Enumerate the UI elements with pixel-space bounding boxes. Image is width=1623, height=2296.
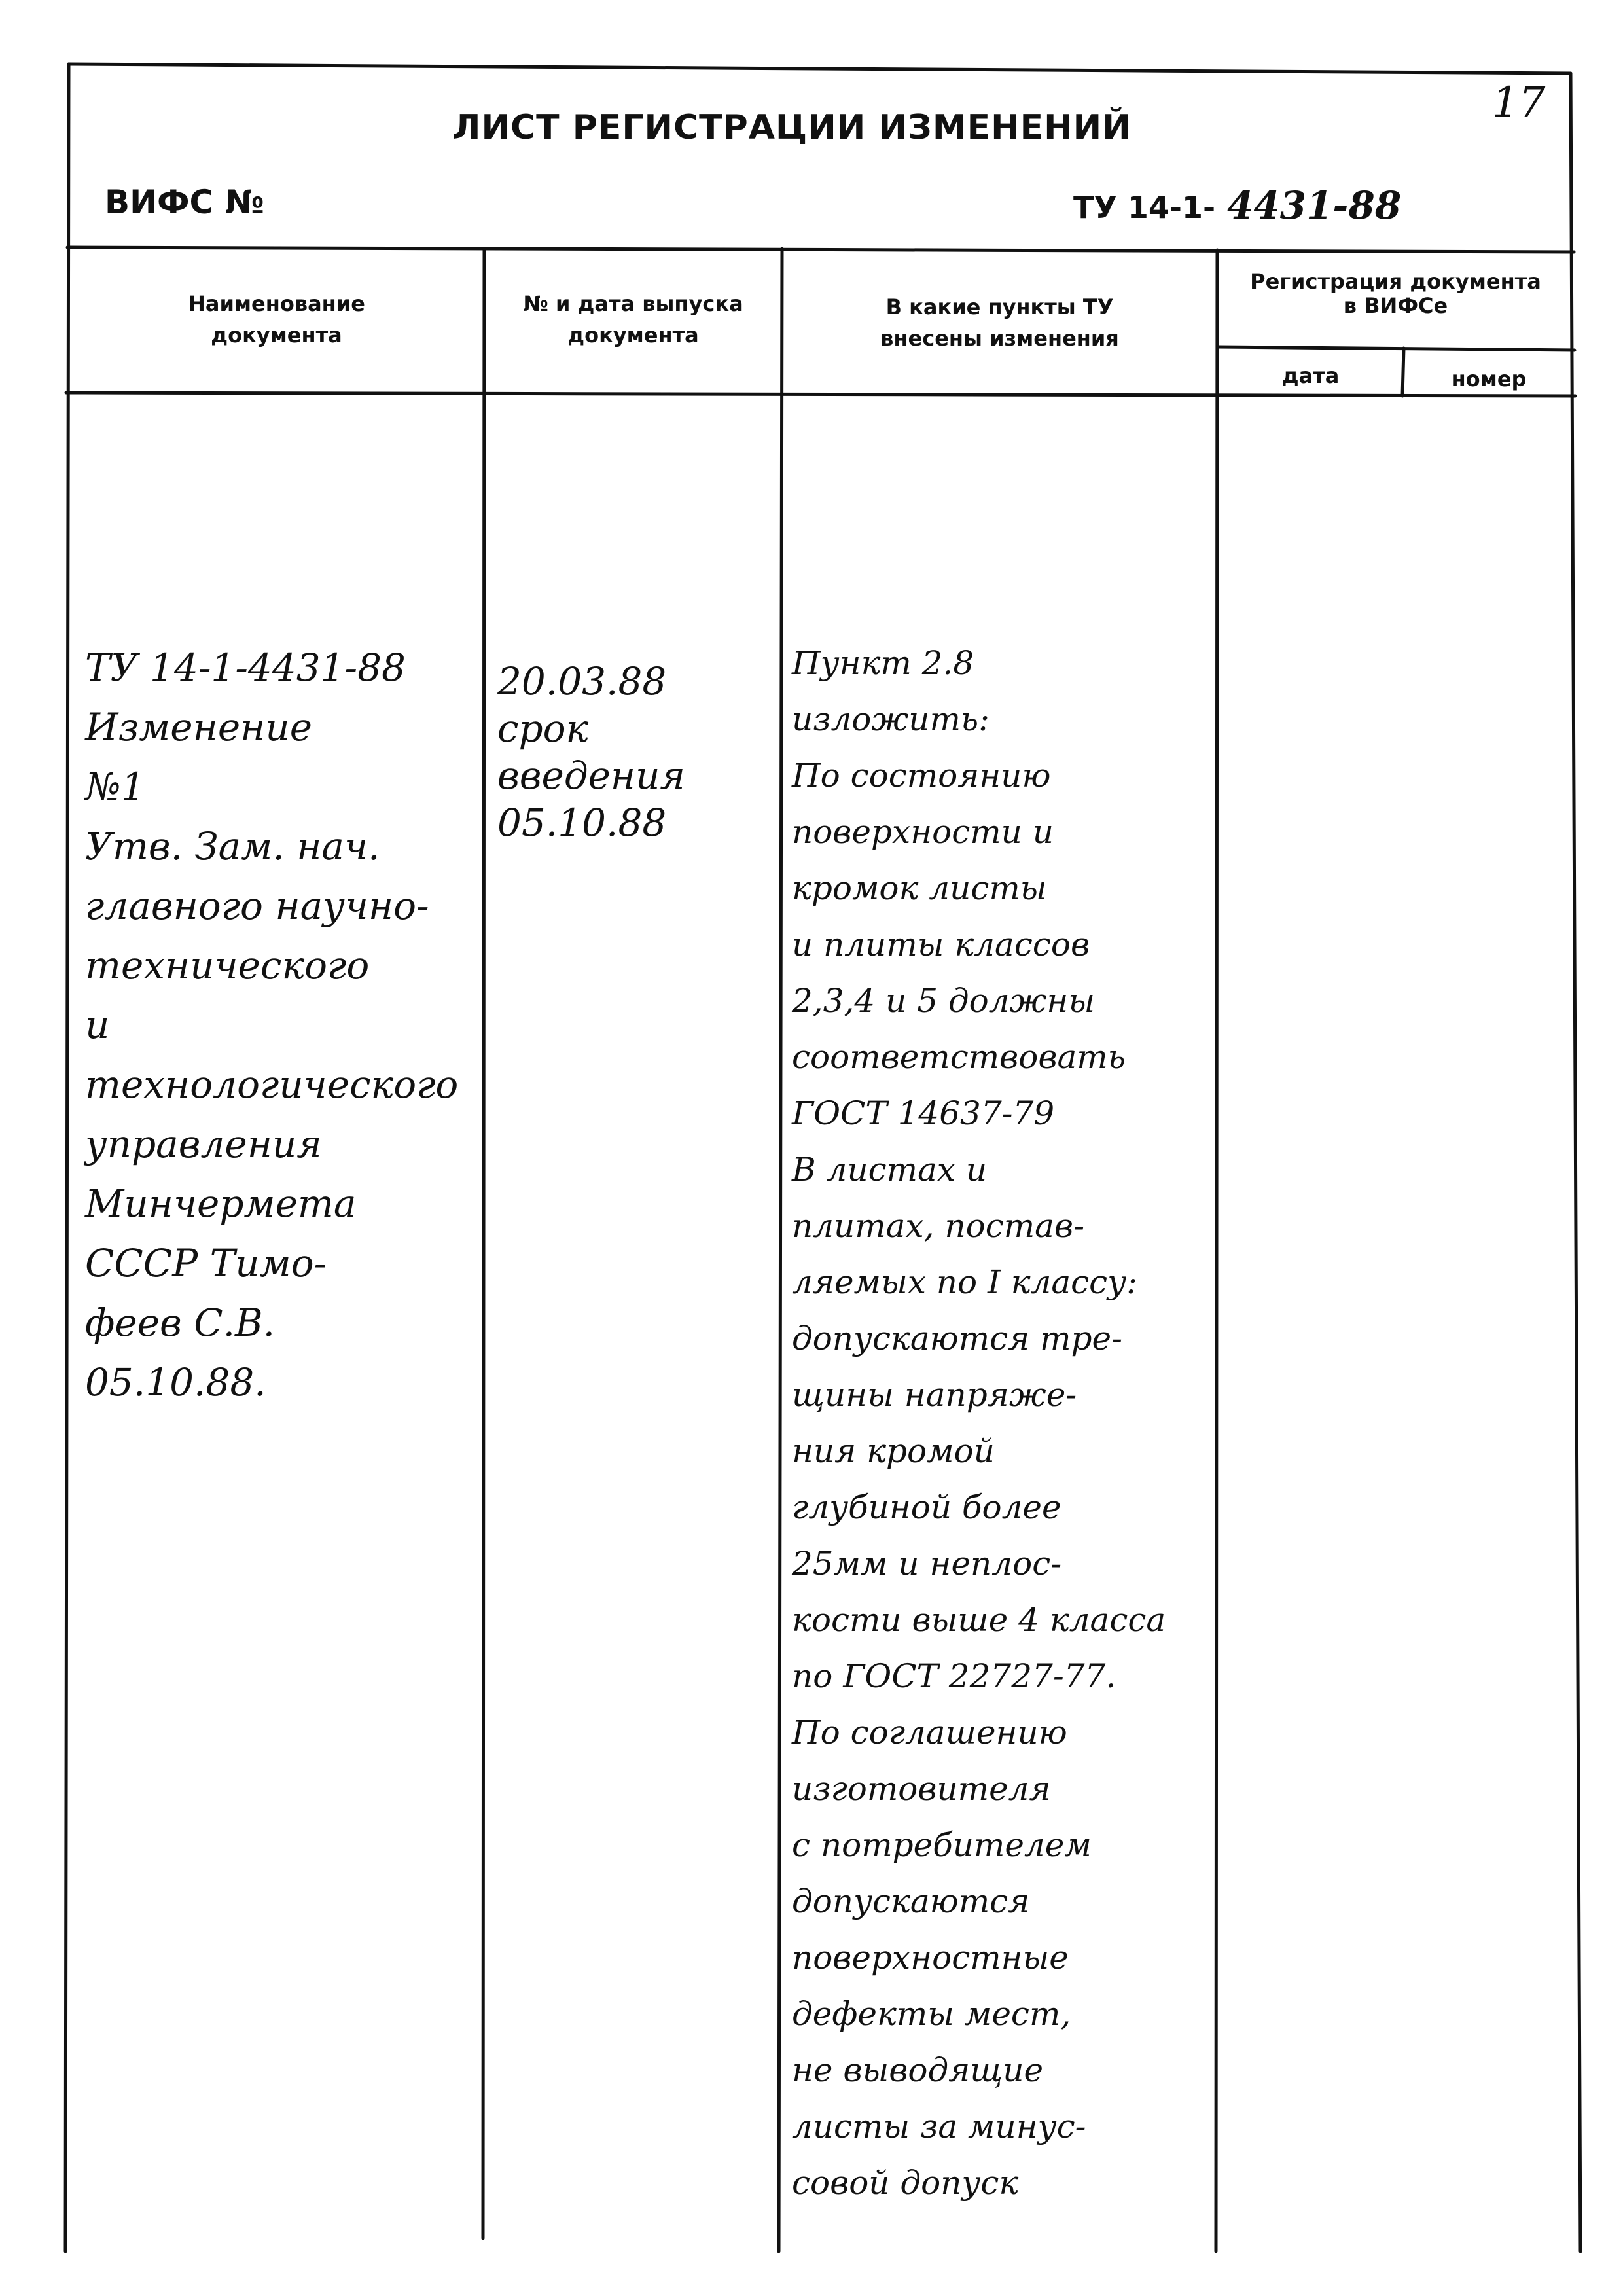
column-header-reg-date: дата [1281,363,1340,388]
entry-issue-no-date: 20.03.88 срок введения 05.10.88 [497,659,685,845]
vifs-number-label: ВИФС № [105,183,264,221]
entry-doc-name: ТУ 14-1-4431-88 Изменение №1 Утв. Зам. нач. главного научно- технического и технологического управления Минчермета СССР Тимо- феев С.В. 05.10.88. [85,645,459,1405]
column-header-tu-points: В какие пункты ТУ внесены изменения [880,295,1119,351]
column-header-doc-name: Наименование документа [188,291,365,348]
tu-label: ТУ 14-1- [1073,190,1216,225]
column-header-issue-no-date: № и дата выпуска документа [523,291,743,348]
page-title: ЛИСТ РЕГИСТРАЦИИ ИЗМЕНЕНИЙ [452,108,1132,147]
entry-tu-points: Пункт 2.8 изложить: По состоянию поверхности и кромок листы и плиты классов 2,3,4 и 5 должны соответствовать ГОСТ 14637-79 В листах и плитах, постав- ляемых по I классу: допускаются тре- щины напряже- ния кромой глубиной более 25мм и неплос- кости выше 4 класса по ГОСТ 22727-77. По соглашению изготовителя с потребителем допускаются поверхностные дефекты мест, не выводящие листы за минус- совой допуск [792,644,1166,2202]
page-number: 17 [1492,79,1546,127]
tu-number-handwritten: 4431-88 [1227,183,1402,228]
column-header-registration: Регистрация документа в ВИФСе [1250,269,1541,318]
column-header-reg-number: номер [1451,367,1527,391]
